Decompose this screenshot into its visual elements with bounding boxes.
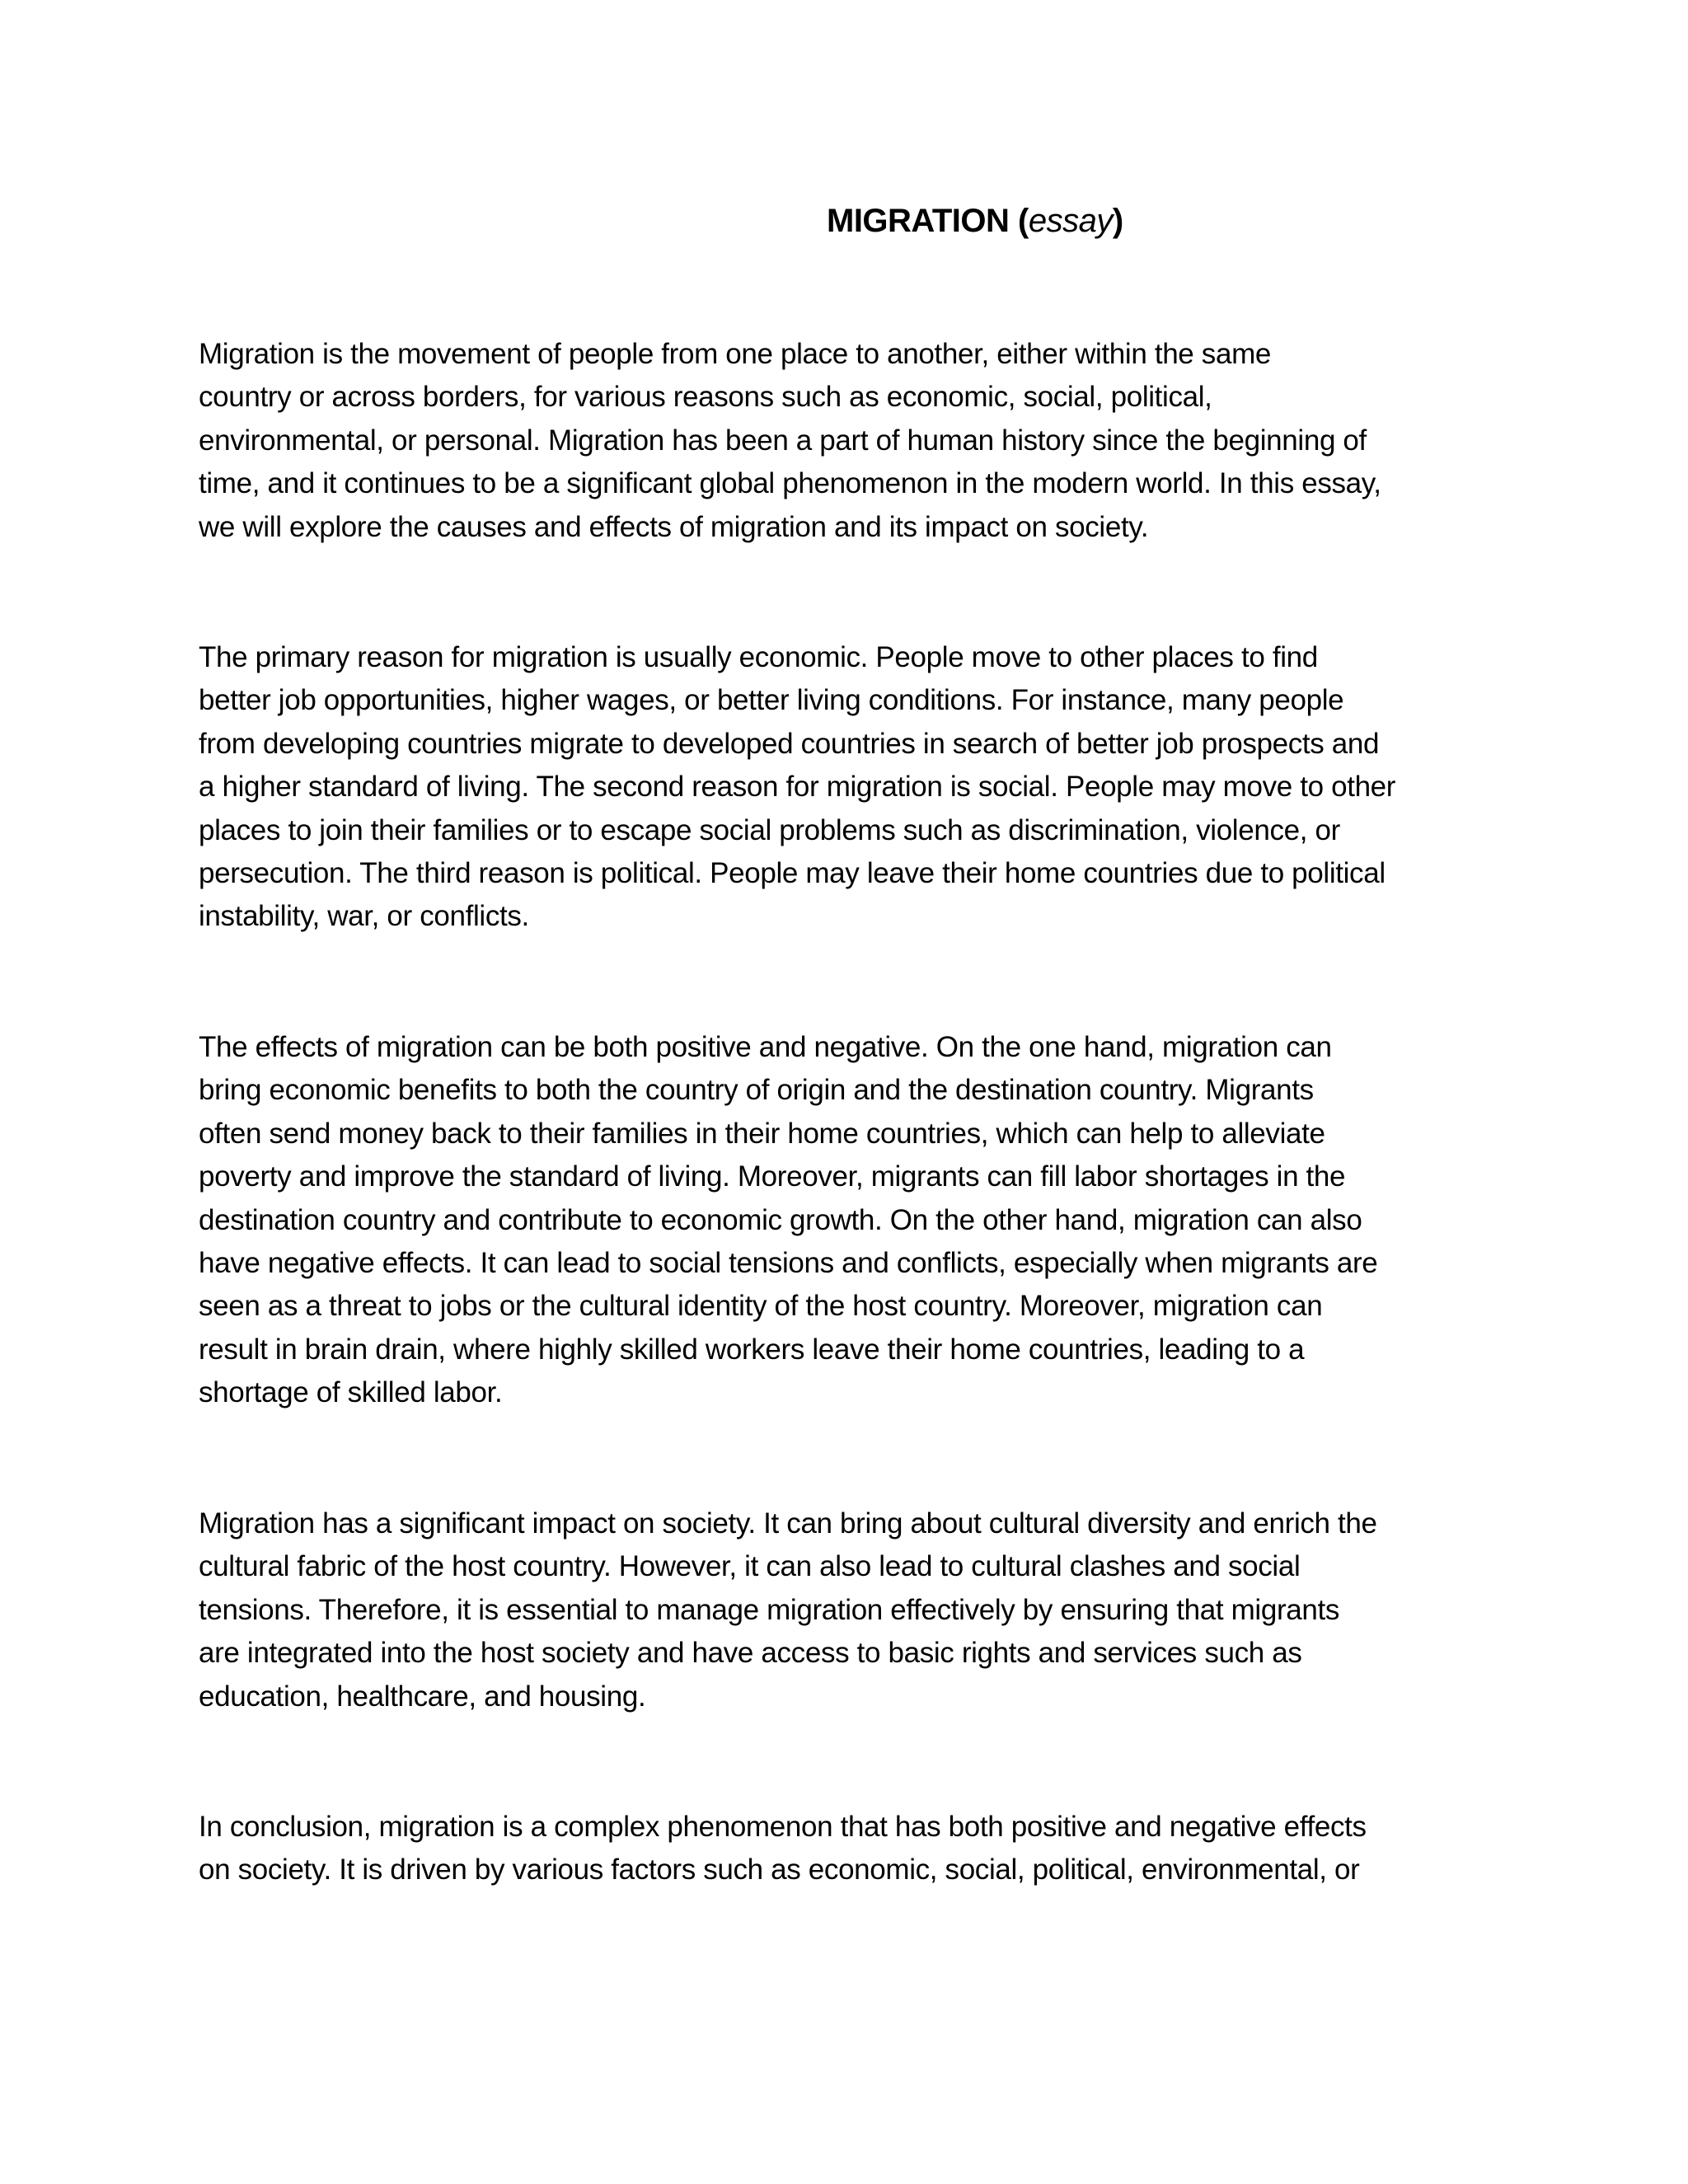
- paragraph-line: better job opportunities, higher wages, or better living conditions. For instance, many people: [199, 684, 1344, 717]
- paragraph-line: persecution. The third reason is political. People may leave their home countries due to political: [199, 857, 1386, 890]
- paragraph-line: environmental, or personal. Migration has been a part of human history since the beginning of: [199, 424, 1367, 457]
- paragraph-line: from developing countries migrate to developed countries in search of better job prospects and: [199, 727, 1380, 760]
- paragraph-line: education, healthcare, and housing.: [199, 1680, 646, 1713]
- document-title: [827, 199, 1123, 242]
- paragraph-line: cultural fabric of the host country. However, it can also lead to cultural clashes and social: [199, 1550, 1301, 1583]
- paragraph-conclusion: [199, 1806, 1501, 1892]
- paragraph-line: are integrated into the host society and have access to basic rights and services such as: [199, 1637, 1302, 1670]
- paragraph-line: often send money back to their families in their home countries, which can help to alleviate: [199, 1117, 1325, 1150]
- paragraph-line: destination country and contribute to economic growth. On the other hand, migration can also: [199, 1203, 1362, 1236]
- paragraph-impact: [199, 1502, 1501, 1718]
- paragraph-line: tensions. Therefore, it is essential to manage migration effectively by ensuring that migrants: [199, 1593, 1340, 1626]
- paragraph-line: The effects of migration can be both positive and negative. On the one hand, migration can: [199, 1031, 1332, 1063]
- paragraph-line: In conclusion, migration is a complex phenomenon that has both positive and negative effects: [199, 1811, 1367, 1843]
- paragraph-line: country or across borders, for various reasons such as economic, social, political,: [199, 381, 1212, 414]
- paragraph-line: a higher standard of living. The second reason for migration is social. People may move to other: [199, 771, 1396, 804]
- paragraph-line: we will explore the causes and effects of migration and its impact on society.: [199, 510, 1149, 543]
- paragraph-line: shortage of skilled labor.: [199, 1376, 503, 1409]
- paragraph-effects: [199, 1026, 1501, 1415]
- paragraph-line: on society. It is driven by various factors such as economic, social, political, environmental, or: [199, 1854, 1360, 1886]
- paragraph-causes: [199, 636, 1501, 939]
- paragraph-line: bring economic benefits to both the country of origin and the destination country. Migrants: [199, 1074, 1314, 1107]
- paragraph-line: have negative effects. It can lead to social tensions and conflicts, especially when migrants are: [199, 1247, 1378, 1280]
- paragraph-introduction: [199, 333, 1501, 549]
- paragraph-line: poverty and improve the standard of living. Moreover, migrants can fill labor shortages in the: [199, 1160, 1346, 1193]
- paragraph-line: result in brain drain, where highly skilled workers leave their home countries, leading to a: [199, 1333, 1305, 1366]
- paragraph-line: The primary reason for migration is usually economic. People move to other places to find: [199, 641, 1318, 673]
- paragraph-line: Migration has a significant impact on society. It can bring about cultural diversity and enrich the: [199, 1507, 1377, 1540]
- paragraph-line: Migration is the movement of people from one place to another, either within the same: [199, 338, 1271, 370]
- paragraph-line: places to join their families or to escape social problems such as discrimination, violence, or: [199, 813, 1340, 846]
- paragraph-line: seen as a threat to jobs or the cultural identity of the host country. Moreover, migration can: [199, 1290, 1323, 1323]
- title-main-text: MIGRATION (: [827, 203, 1029, 239]
- title-close-text: ): [1112, 203, 1123, 239]
- title-italic-text: essay: [1028, 203, 1113, 239]
- paragraph-line: time, and it continues to be a significant global phenomenon in the modern world. In this essay,: [199, 467, 1381, 500]
- paragraph-line: instability, war, or conflicts.: [199, 900, 529, 933]
